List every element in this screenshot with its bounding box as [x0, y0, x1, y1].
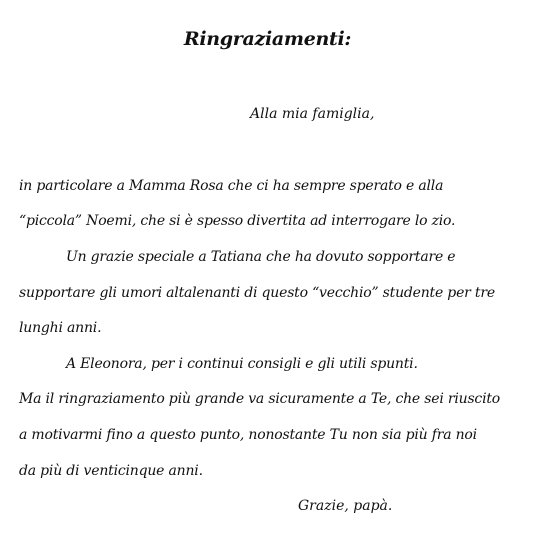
body-line: a motivarmi fino a questo punto, nonostante Tu non sia più fra noi [19, 427, 477, 443]
page-title: Ringraziamenti: [183, 28, 352, 50]
body-line: da più di venticinque anni. [19, 463, 203, 479]
body-line: A Eleonora, per i continui consigli e gli utili spunti. [66, 356, 418, 372]
dedication-line: Alla mia famiglia, [250, 106, 375, 122]
body-line: supportare gli umori altalenanti di questo “vecchio” studente per tre [19, 285, 495, 301]
body-line: Ma il ringraziamento più grande va sicuramente a Te, che sei riuscito [19, 391, 500, 407]
body-line: “piccola” Noemi, che si è spesso divertita ad interrogare lo zio. [19, 213, 456, 229]
signature-line: Grazie, papà. [298, 498, 393, 514]
body-line: Un grazie speciale a Tatiana che ha dovuto sopportare e [66, 249, 456, 265]
body-line: in particolare a Mamma Rosa che ci ha sempre sperato e alla [19, 178, 444, 194]
body-line: lunghi anni. [19, 320, 102, 336]
